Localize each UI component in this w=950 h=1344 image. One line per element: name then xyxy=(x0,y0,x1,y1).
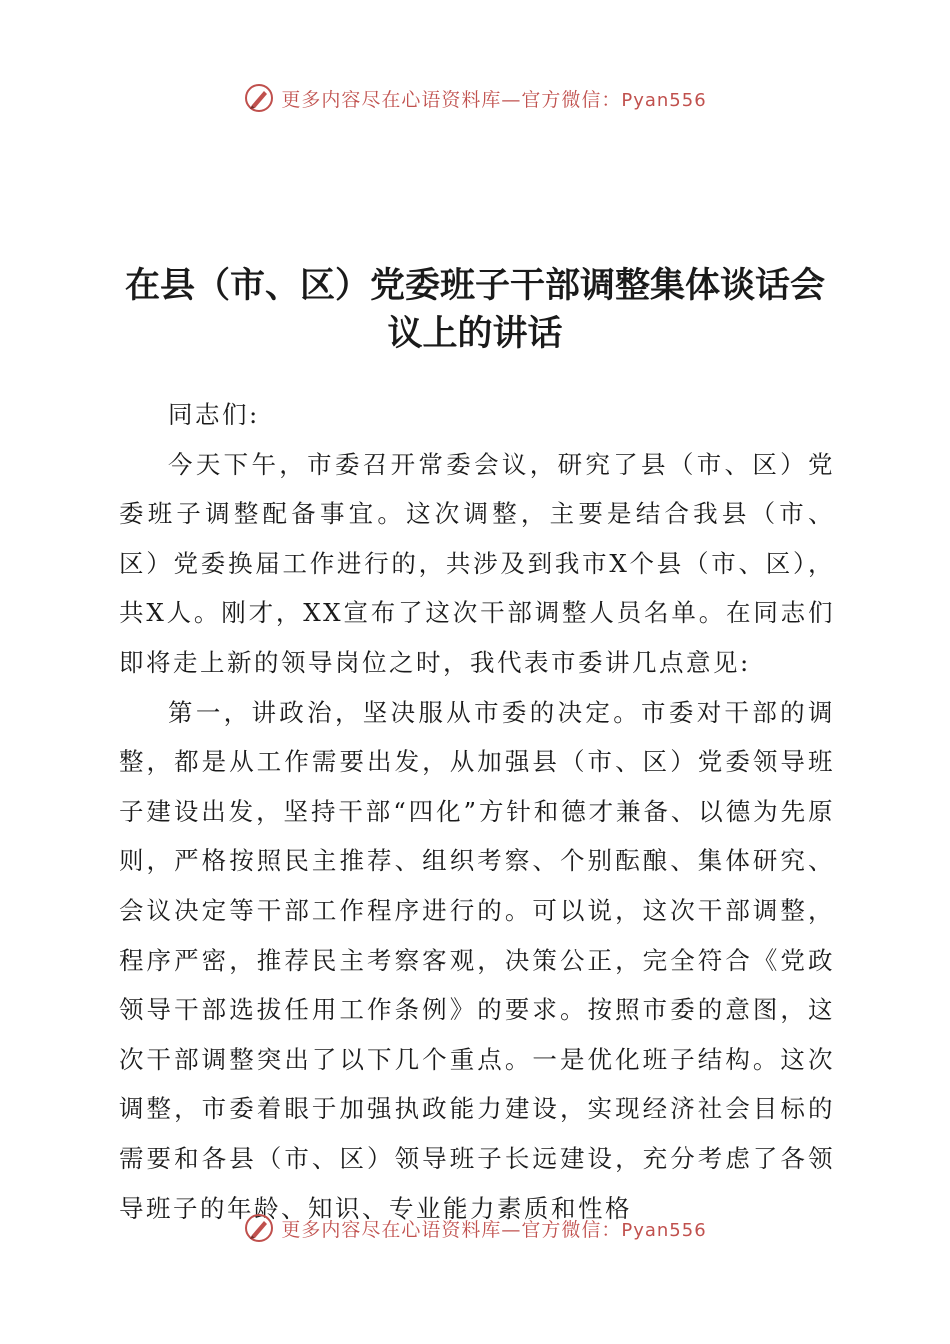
banner-handle: Pyan556 xyxy=(621,89,707,111)
document-body xyxy=(119,390,835,1233)
header-banner xyxy=(0,82,950,114)
salutation: 同志们: xyxy=(168,400,260,429)
pen-circle-logo-icon xyxy=(243,1212,275,1244)
footer-banner xyxy=(0,1212,950,1244)
banner-handle: Pyan556 xyxy=(621,1219,707,1241)
paragraph: 今天下午，市委召开常委会议，研究了县（市、区）党委班子调整配备事宜。这次调整，主要是结合我县（市、区）党委换届工作进行的，共涉及到我市X个县（市、区），共X人。刚才，XX宣布了这次干部调整人员名单。在同志们即将走上新的领导岗位之时，我代表市委讲几点意见: xyxy=(119,449,835,677)
banner-text: 更多内容尽在心语资料库—官方微信：Pyan556 xyxy=(281,1218,707,1241)
paragraph: 第一，讲政治，坚决服从市委的决定。市委对干部的调整，都是从工作需要出发，从加强县（市、区）党委领导班子建设出发，坚持干部“四化”方针和德才兼备、以德为先原则，严格按照民主推荐、组织考察、个别酝酿、集体研究、会议决定等干部工作程序进行的。可以说，这次干部调整，程序严密，推荐民主考察客观，决策公正，完全符合《党政领导干部选拔任用工作条例》的要求。按照市委的意图，这次干部调整突出了以下几个重点。一是优化班子结构。这次调整，市委着眼于加强执政能力建设，实现经济社会目标的需要和各县（市、区）领导班子长远建设，充分考虑了各领导班子的年龄、知识、专业能力素质和性格 xyxy=(119,697,835,1223)
pen-circle-logo-icon xyxy=(243,82,275,114)
page-title: 在县（市、区）党委班子干部调整集体谈话会议上的讲话 xyxy=(124,266,825,354)
banner-text: 更多内容尽在心语资料库—官方微信：Pyan556 xyxy=(281,88,707,111)
